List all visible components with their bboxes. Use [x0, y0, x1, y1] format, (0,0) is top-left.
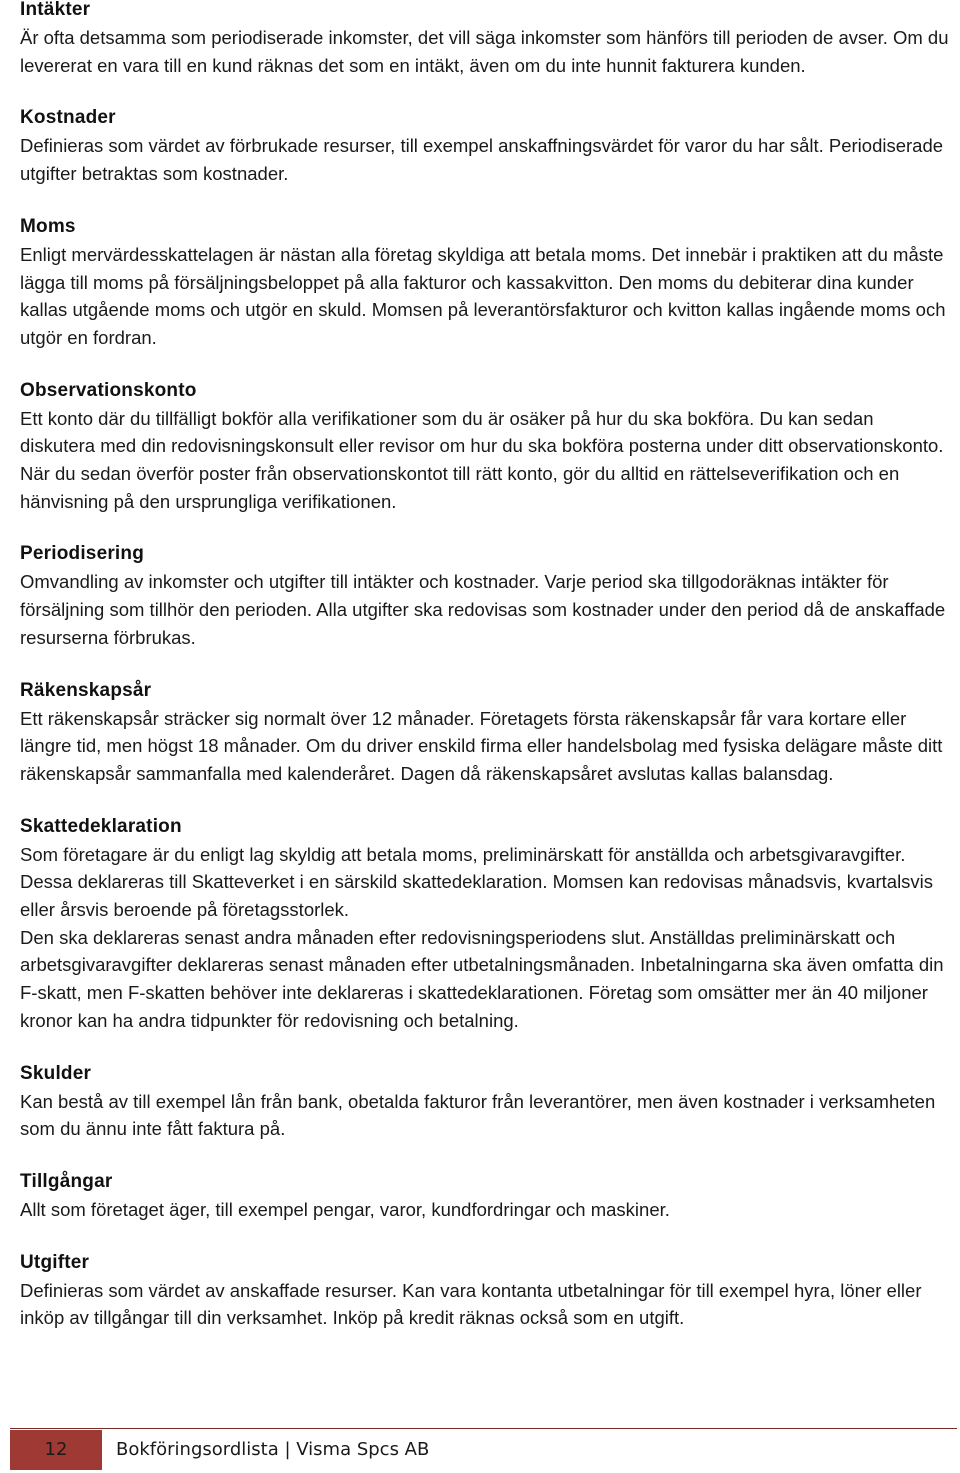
glossary-entry-skulder [20, 1062, 950, 1143]
page-number-badge: 12 [10, 1430, 102, 1470]
term-definition [20, 1088, 950, 1143]
footer-title: Bokföringsordlista | Visma Spcs AB [116, 1439, 430, 1460]
definition-paragraph: Den ska deklareras senast andra månaden efter redovisningsperiodens slut. Anställdas preliminärskatt och arbetsgivaravgifter deklareras senast månaden efter utbetalningsmånaden. Inbetalningarna ska även omfatta din F-skatt, men F-skatten behöver inte deklareras i skattedeklarationen. Företag som omsätter mer än 40 miljoner kronor kan ha andra tidpunkter för redovisning och betalning. [20, 926, 944, 1031]
term-definition [20, 132, 950, 187]
glossary-entry-kostnader [20, 106, 950, 187]
term-heading: Skulder [20, 1062, 92, 1084]
term-definition [20, 568, 950, 651]
definition-paragraph: Definieras som värdet av förbrukade resurser, till exempel anskaffningsvärdet för varor du har sålt. Periodiserade utgifter betraktas som kostnader. [20, 135, 944, 185]
glossary-entry-skattedeklaration [20, 815, 950, 1035]
term-heading: Kostnader [20, 107, 116, 129]
term-heading: Moms [20, 215, 76, 237]
term-definition [20, 24, 950, 79]
definition-paragraph: Ett konto där du tillfälligt bokför alla verifikationer som du är osäker på hur du ska bokföra. Du kan sedan diskutera med din redovisningskonsult eller revisor om hur du ska bokföra posterna under ditt observationskonto. När du sedan överför poster från observationskontot till rätt konto, gör du alltid en rättelseverifikation och en hänvisning på den ursprungliga verifikationen. [20, 407, 944, 512]
term-definition [20, 705, 950, 788]
glossary-entry-periodisering [20, 542, 950, 651]
term-heading: Skattedeklaration [20, 815, 182, 837]
term-definition [20, 405, 950, 516]
term-heading: Intäkter [20, 0, 91, 20]
definition-paragraph: Definieras som värdet av anskaffade resurser. Kan vara kontanta utbetalningar för till exempel hyra, löner eller inköp av tillgångar till din verksamhet. Inköp på kredit räknas också som en utgift. [20, 1279, 922, 1329]
term-heading: Tillgångar [20, 1170, 113, 1192]
term-definition [20, 1196, 950, 1224]
definition-paragraph: Omvandling av inkomster och utgifter till intäkter och kostnader. Varje period ska tillgodoräknas intäkter för försäljning som tillhör den perioden. Alla utgifter ska redovisas som kostnader under den period då de anskaffade resurserna förbrukas. [20, 571, 946, 648]
glossary-entry-utgifter [20, 1251, 950, 1332]
term-definition [20, 841, 950, 1035]
term-heading: Periodisering [20, 543, 145, 565]
glossary-entry-moms [20, 215, 950, 352]
document-page [20, 0, 950, 1359]
definition-paragraph: Är ofta detsamma som periodiserade inkomster, det vill säga inkomster som hänförs till perioden de avser. Om du levererat en vara till en kund räknas det som en intäkt, även om du inte hunnit fakturera kunden. [20, 27, 949, 76]
glossary-entry-intakter [20, 0, 950, 79]
term-heading: Utgifter [20, 1251, 90, 1273]
page-footer [10, 1428, 957, 1471]
definition-paragraph: Enligt mervärdesskattelagen är nästan alla företag skyldiga att betala moms. Det innebär i praktiken att du måste lägga till moms på försäljningsbeloppet på alla fakturor och kassakvitton. Den moms du debiterar dina kunder kallas utgående moms och utgör en skuld. Momsen på leverantörsfakturor och kvitton kallas ingående moms och utgör en fordran. [20, 243, 946, 348]
definition-paragraph: Kan bestå av till exempel lån från bank, obetalda fakturor från leverantörer, men även kostnader i verksamheten som du ännu inte fått faktura på. [20, 1090, 936, 1140]
term-definition [20, 241, 950, 352]
definition-paragraph: Som företagare är du enligt lag skyldig att betala moms, preliminärskatt för anställda och arbetsgivaravgifter. Dessa deklareras till Skatteverket i en särskild skattedeklaration. Momsen kan redovisas månadsvis, kvartalsvis eller årsvis beroende på företagsstorlek. [20, 843, 934, 921]
glossary-entry-tillgangar [20, 1170, 950, 1224]
definition-paragraph: Allt som företaget äger, till exempel pengar, varor, kundfordringar och maskiner. [20, 1198, 670, 1220]
glossary-entry-rakenskapsar [20, 679, 950, 788]
term-heading: Räkenskapsår [20, 679, 152, 701]
definition-paragraph: Ett räkenskapsår sträcker sig normalt över 12 månader. Företagets första räkenskapsår får vara kortare eller längre tid, men högst 18 månader. Om du driver enskild firma eller handelsbolag med fysiska delägare måste ditt räkenskapsår sammanfalla med kalenderåret. Dagen då räkenskapsåret avslutas kallas balansdag. [20, 707, 943, 784]
term-heading: Observationskonto [20, 379, 197, 401]
term-definition [20, 1277, 950, 1332]
glossary-entry-observationskonto [20, 379, 950, 516]
